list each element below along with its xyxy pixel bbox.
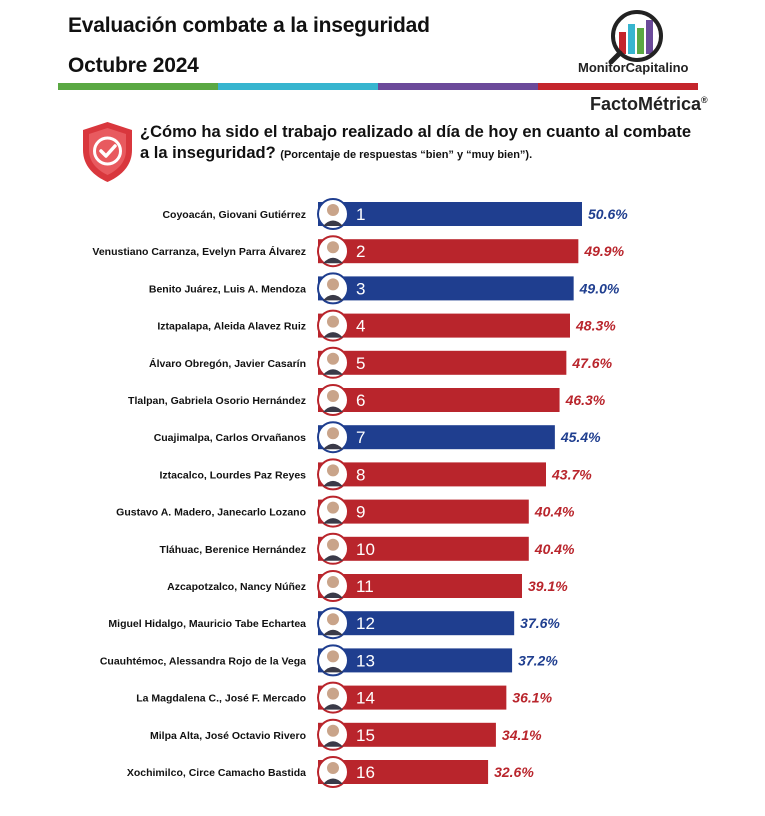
bar bbox=[318, 462, 546, 486]
avatar-face-icon bbox=[327, 464, 339, 476]
question-text: ¿Cómo ha sido el trabajo realizado al día de hoy en cuanto al combate a la inseguridad? bbox=[140, 123, 692, 162]
rank-label: 16 bbox=[356, 763, 375, 782]
avatar-face-icon bbox=[327, 576, 339, 588]
bar-row bbox=[149, 273, 620, 303]
avatar-face-icon bbox=[327, 688, 339, 700]
rank-label: 1 bbox=[356, 205, 366, 224]
bar-row bbox=[160, 534, 575, 564]
rank-label: 3 bbox=[356, 279, 366, 299]
rank-label: 6 bbox=[356, 391, 366, 410]
bar-row bbox=[127, 757, 534, 787]
bar bbox=[318, 500, 529, 524]
value-label: 45.4% bbox=[560, 429, 601, 446]
bar-row bbox=[116, 497, 575, 527]
category-label: Coyoacán, Giovani Gutiérrez bbox=[162, 209, 306, 221]
rank-label: 2 bbox=[356, 242, 366, 262]
bar-row bbox=[157, 311, 616, 341]
brand-monitorcapitalino: MonitorCapitalino bbox=[578, 60, 689, 75]
value-label: 48.3% bbox=[576, 317, 616, 334]
chart-title: Evaluación combate a la inseguridad bbox=[68, 14, 430, 37]
category-label: Gustavo A. Madero, Janecarlo Lozano bbox=[116, 506, 306, 519]
value-label: 47.6% bbox=[572, 354, 613, 371]
category-label: Tlalpan, Gabriela Osorio Hernández bbox=[128, 395, 306, 407]
avatar-face-icon bbox=[327, 427, 339, 439]
rank-label: 4 bbox=[356, 316, 366, 336]
bar-row bbox=[167, 571, 568, 601]
bar-row bbox=[162, 199, 628, 229]
value-label: 37.2% bbox=[518, 652, 558, 669]
registered-mark: ® bbox=[701, 95, 708, 105]
rank-label: 12 bbox=[356, 614, 375, 634]
bar-row bbox=[160, 459, 593, 489]
category-label: Iztacalco, Lourdes Paz Reyes bbox=[159, 469, 306, 482]
value-label: 46.3% bbox=[565, 392, 606, 408]
category-label: Iztapalapa, Aleida Alavez Ruiz bbox=[157, 320, 306, 333]
bar bbox=[318, 537, 529, 561]
avatar-face-icon bbox=[327, 390, 339, 402]
bar-row bbox=[136, 683, 552, 713]
question-note: (Porcentaje de respuestas “bien” y “muy bien”). bbox=[280, 149, 533, 161]
category-label: Álvaro Obregón, Javier Casarín bbox=[149, 357, 306, 370]
category-label: Venustiano Carranza, Evelyn Parra Álvarez bbox=[92, 246, 306, 259]
avatar-face-icon bbox=[327, 650, 339, 662]
avatar-face-icon bbox=[327, 613, 339, 625]
brand-factometrica-name: FactoMétrica bbox=[590, 94, 702, 114]
category-label: Cuauhtémoc, Alessandra Rojo de la Vega bbox=[99, 655, 306, 668]
rank-label: 13 bbox=[356, 651, 375, 671]
category-label: Miguel Hidalgo, Mauricio Tabe Echartea bbox=[108, 618, 306, 631]
avatar-face-icon bbox=[327, 353, 339, 365]
category-label: Benito Juárez, Luis A. Mendoza bbox=[148, 283, 306, 296]
rank-label: 9 bbox=[356, 502, 366, 522]
rank-label: 7 bbox=[356, 428, 366, 448]
category-label: Xochimilco, Circe Camacho Bastida bbox=[126, 767, 306, 779]
rank-label: 11 bbox=[356, 577, 374, 596]
avatar-face-icon bbox=[327, 539, 339, 551]
value-label: 50.6% bbox=[588, 206, 628, 222]
rank-label: 15 bbox=[356, 725, 375, 745]
bar-row bbox=[149, 348, 613, 378]
bar-row bbox=[100, 645, 559, 675]
avatar-face-icon bbox=[327, 502, 339, 514]
category-label: La Magdalena C., José F. Mercado bbox=[136, 692, 306, 705]
chart-subtitle: Octubre 2024 bbox=[68, 54, 199, 77]
category-label: Milpa Alta, José Octavio Rivero bbox=[150, 729, 306, 742]
category-label: Tláhuac, Berenice Hernández bbox=[159, 543, 306, 556]
value-label: 37.6% bbox=[520, 615, 560, 632]
value-label: 32.6% bbox=[494, 764, 534, 780]
avatar-face-icon bbox=[327, 204, 339, 216]
value-label: 40.4% bbox=[534, 503, 575, 520]
rank-label: 5 bbox=[356, 353, 366, 373]
value-label: 49.0% bbox=[579, 280, 620, 297]
bar-row bbox=[154, 422, 601, 452]
value-label: 49.9% bbox=[584, 243, 625, 260]
avatar-face-icon bbox=[327, 725, 339, 737]
avatar-face-icon bbox=[327, 241, 339, 253]
value-label: 40.4% bbox=[534, 540, 575, 557]
rank-label: 14 bbox=[356, 688, 375, 708]
bar-row bbox=[92, 236, 624, 266]
value-label: 39.1% bbox=[528, 578, 568, 594]
avatar-face-icon bbox=[327, 278, 339, 290]
value-label: 43.7% bbox=[552, 466, 592, 483]
category-label: Azcapotzalco, Nancy Núñez bbox=[167, 581, 306, 593]
value-label: 34.1% bbox=[501, 726, 542, 743]
avatar-face-icon bbox=[327, 762, 339, 774]
rank-label: 10 bbox=[356, 539, 375, 559]
bar bbox=[318, 425, 555, 449]
bar-row bbox=[128, 385, 606, 415]
bar bbox=[318, 388, 560, 412]
rank-label: 8 bbox=[356, 465, 366, 485]
avatar-face-icon bbox=[327, 316, 339, 328]
category-label: Cuajimalpa, Carlos Orvañanos bbox=[153, 432, 306, 445]
value-label: 36.1% bbox=[512, 689, 553, 706]
bar-row bbox=[150, 720, 542, 750]
bar-row bbox=[108, 608, 560, 638]
